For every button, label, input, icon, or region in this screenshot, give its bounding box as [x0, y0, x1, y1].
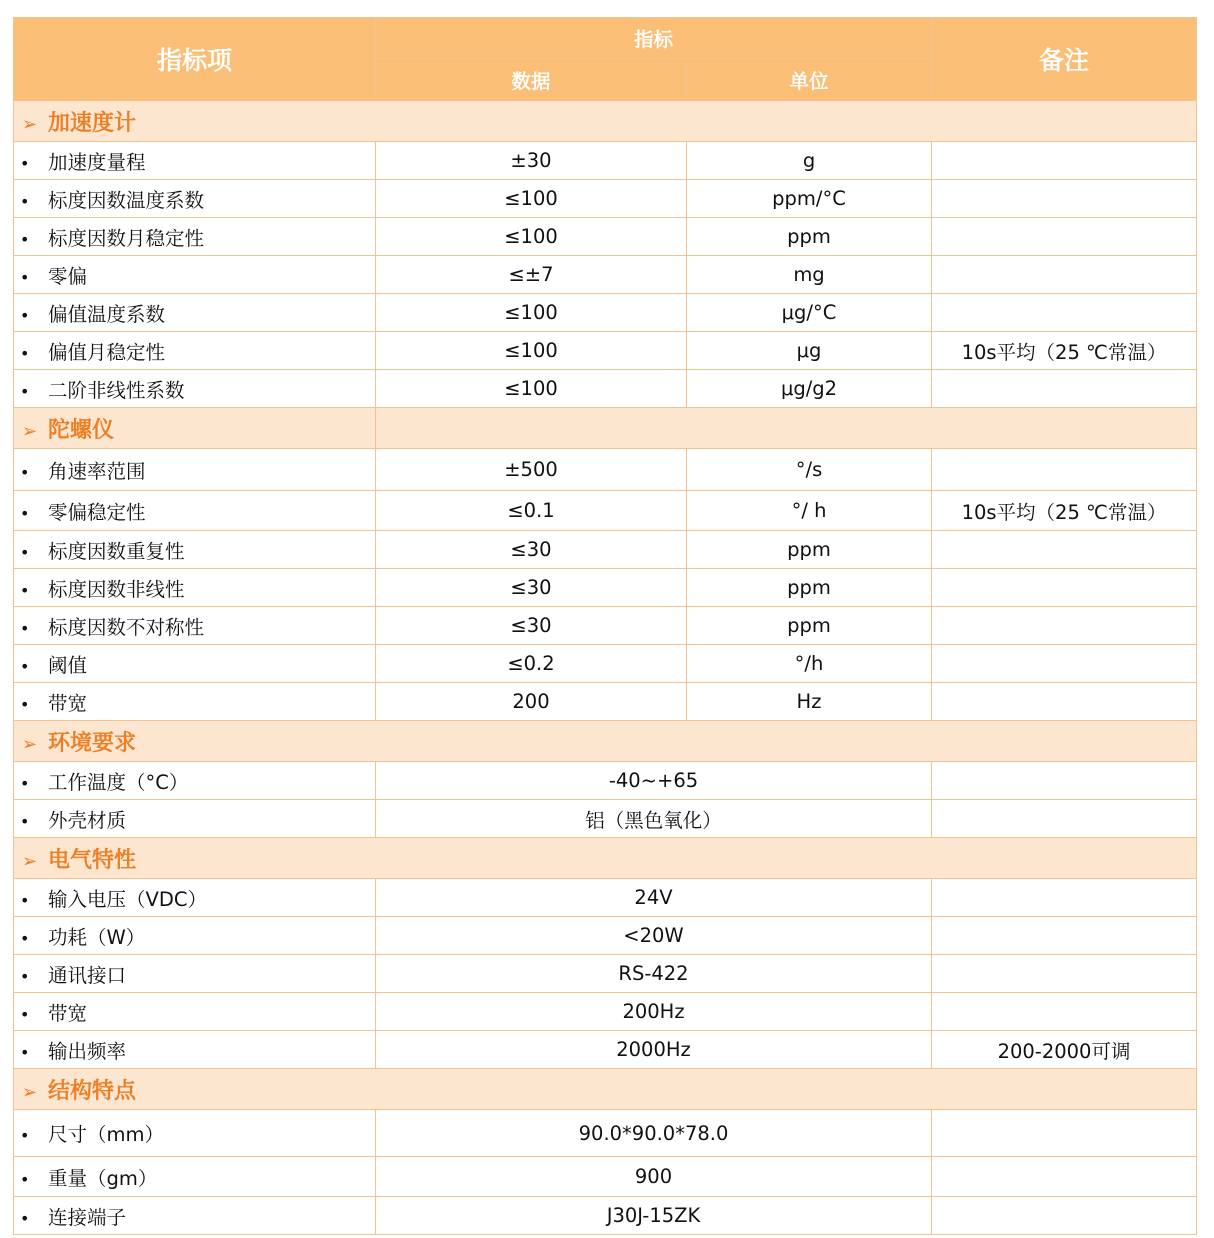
row-unit: ppm/°C — [687, 180, 932, 218]
bullet-icon: • — [20, 1208, 30, 1228]
table-row — [14, 569, 1197, 607]
row-name: 重量（gm） — [48, 1166, 158, 1190]
row-unit: μg — [687, 332, 932, 370]
bullet-icon: • — [20, 1126, 30, 1145]
row-remark — [932, 218, 1197, 256]
section-electrical — [14, 838, 1197, 879]
arrow-icon: ➢ — [22, 113, 38, 135]
arrow-icon: ➢ — [22, 850, 38, 872]
row-unit: °/ h — [687, 491, 932, 531]
row-name: 功耗（W） — [48, 925, 146, 949]
table-row — [14, 955, 1197, 993]
row-value: ≤30 — [376, 607, 687, 645]
table-row — [14, 1031, 1197, 1069]
row-remark — [932, 607, 1197, 645]
table-row — [14, 879, 1197, 917]
header-data: 数据 — [376, 59, 687, 101]
row-name: 标度因数温度系数 — [48, 188, 205, 212]
row-name: 阈值 — [48, 653, 88, 677]
table-row — [14, 607, 1197, 645]
row-name: 外壳材质 — [48, 808, 127, 832]
arrow-icon: ➢ — [22, 733, 38, 755]
row-remark — [932, 1157, 1197, 1197]
row-name: 角速率范围 — [48, 459, 146, 483]
row-unit: °/s — [687, 449, 932, 491]
table-row — [14, 762, 1197, 800]
row-value: 90.0*90.0*78.0 — [376, 1110, 932, 1157]
row-name: 输入电压（VDC） — [48, 887, 207, 911]
row-remark — [932, 569, 1197, 607]
row-remark — [932, 879, 1197, 917]
row-unit: Hz — [687, 683, 932, 721]
table-row — [14, 256, 1197, 294]
row-unit: g — [687, 142, 932, 180]
bullet-icon: • — [20, 694, 30, 714]
section-title: 结构特点 — [48, 1078, 137, 1104]
row-name: 标度因数重复性 — [48, 539, 185, 563]
row-value: 2000Hz — [376, 1031, 932, 1069]
row-remark — [932, 993, 1197, 1031]
bullet-icon: • — [20, 580, 30, 600]
header-unit: 单位 — [687, 59, 932, 101]
bullet-icon: • — [20, 381, 30, 401]
bullet-icon: • — [20, 1042, 30, 1062]
row-name: 工作温度（°C） — [48, 770, 189, 794]
section-title: 加速度计 — [48, 110, 137, 136]
row-remark — [932, 917, 1197, 955]
row-name: 通讯接口 — [48, 963, 127, 987]
row-unit: μg/°C — [687, 294, 932, 332]
table-row — [14, 294, 1197, 332]
row-value: ±30 — [376, 142, 687, 180]
section-structure — [14, 1069, 1197, 1110]
row-name: 加速度量程 — [48, 150, 146, 174]
bullet-icon: • — [20, 305, 30, 325]
section-title: 陀螺仪 — [48, 417, 115, 443]
row-remark: 200-2000可调 — [932, 1031, 1197, 1069]
row-remark: 10s平均（25 ℃常温） — [932, 332, 1197, 370]
header-indicator: 指标 — [376, 18, 932, 59]
table-row — [14, 449, 1197, 491]
bullet-icon: • — [20, 503, 30, 523]
bullet-icon: • — [20, 267, 30, 287]
table-row — [14, 142, 1197, 180]
row-value: <20W — [376, 917, 932, 955]
row-name: 标度因数月稳定性 — [48, 226, 205, 250]
row-remark: 10s平均（25 ℃常温） — [932, 491, 1197, 531]
row-name: 带宽 — [48, 1001, 88, 1025]
row-name: 标度因数不对称性 — [48, 615, 205, 639]
row-value: 200 — [376, 683, 687, 721]
section-title: 电气特性 — [48, 847, 137, 873]
section-environment — [14, 721, 1197, 762]
bullet-icon: • — [20, 1169, 30, 1189]
row-name: 连接端子 — [48, 1205, 127, 1229]
row-name: 输出频率 — [48, 1039, 127, 1063]
row-unit: ppm — [687, 607, 932, 645]
row-value: J30J-15ZK — [376, 1197, 932, 1235]
row-value: ≤100 — [376, 180, 687, 218]
row-value: ≤30 — [376, 569, 687, 607]
row-name: 尺寸（mm） — [48, 1123, 164, 1146]
row-value: ≤0.1 — [376, 491, 687, 531]
section-title: 环境要求 — [48, 730, 137, 756]
row-remark — [932, 1110, 1197, 1157]
table-row — [14, 683, 1197, 721]
row-remark — [932, 955, 1197, 993]
row-value: ≤100 — [376, 370, 687, 408]
bullet-icon: • — [20, 811, 30, 831]
bullet-icon: • — [20, 928, 30, 948]
header-item: 指标项 — [14, 18, 376, 101]
row-name: 二阶非线性系数 — [48, 378, 185, 402]
bullet-icon: • — [20, 656, 30, 676]
row-value: 900 — [376, 1157, 932, 1197]
table-row — [14, 370, 1197, 408]
row-remark — [932, 294, 1197, 332]
arrow-icon: ➢ — [22, 420, 38, 442]
row-value: ±500 — [376, 449, 687, 491]
row-remark — [932, 762, 1197, 800]
row-remark — [932, 142, 1197, 180]
row-value: 铝（黑色氧化） — [376, 800, 932, 838]
row-value: RS-422 — [376, 955, 932, 993]
row-unit: ppm — [687, 569, 932, 607]
bullet-icon: • — [20, 773, 30, 793]
row-unit: °/h — [687, 645, 932, 683]
table-row — [14, 1157, 1197, 1197]
bullet-icon: • — [20, 153, 30, 173]
bullet-icon: • — [20, 542, 30, 562]
table-header — [14, 18, 1197, 101]
table-row — [14, 531, 1197, 569]
arrow-icon: ➢ — [22, 1081, 38, 1103]
table-row — [14, 218, 1197, 256]
row-name: 零偏 — [48, 264, 88, 288]
section-accelerometer — [14, 101, 1197, 142]
row-unit: mg — [687, 256, 932, 294]
row-unit: ppm — [687, 218, 932, 256]
row-value: -40~+65 — [376, 762, 932, 800]
row-remark — [932, 449, 1197, 491]
bullet-icon: • — [20, 343, 30, 363]
row-remark — [932, 1197, 1197, 1235]
row-unit: ppm — [687, 531, 932, 569]
spec-table — [13, 17, 1197, 1235]
table-row — [14, 1110, 1197, 1157]
table-row — [14, 993, 1197, 1031]
row-name: 标度因数非线性 — [48, 577, 185, 601]
bullet-icon: • — [20, 229, 30, 249]
row-remark — [932, 683, 1197, 721]
row-remark — [932, 256, 1197, 294]
bullet-icon: • — [20, 890, 30, 910]
row-remark — [932, 531, 1197, 569]
table-row — [14, 332, 1197, 370]
row-name: 零偏稳定性 — [48, 500, 146, 524]
table-row — [14, 917, 1197, 955]
row-value: ≤30 — [376, 531, 687, 569]
table-row — [14, 645, 1197, 683]
table-row — [14, 800, 1197, 838]
row-remark — [932, 800, 1197, 838]
bullet-icon: • — [20, 618, 30, 638]
bullet-icon: • — [20, 462, 30, 482]
header-remark: 备注 — [932, 18, 1197, 101]
row-value: ≤0.2 — [376, 645, 687, 683]
row-value: ≤100 — [376, 294, 687, 332]
row-value: ≤100 — [376, 332, 687, 370]
bullet-icon: • — [20, 1004, 30, 1024]
row-name: 带宽 — [48, 691, 88, 715]
row-unit: μg/g2 — [687, 370, 932, 408]
table-row — [14, 1197, 1197, 1235]
row-value: 24V — [376, 879, 932, 917]
table-row — [14, 491, 1197, 531]
section-gyroscope — [14, 408, 1197, 449]
row-remark — [932, 180, 1197, 218]
bullet-icon: • — [20, 191, 30, 211]
row-remark — [932, 370, 1197, 408]
row-remark — [932, 645, 1197, 683]
bullet-icon: • — [20, 966, 30, 986]
row-name: 偏值月稳定性 — [48, 340, 166, 364]
row-value: 200Hz — [376, 993, 932, 1031]
row-value: ≤±7 — [376, 256, 687, 294]
table-row — [14, 180, 1197, 218]
row-name: 偏值温度系数 — [48, 302, 166, 326]
row-value: ≤100 — [376, 218, 687, 256]
